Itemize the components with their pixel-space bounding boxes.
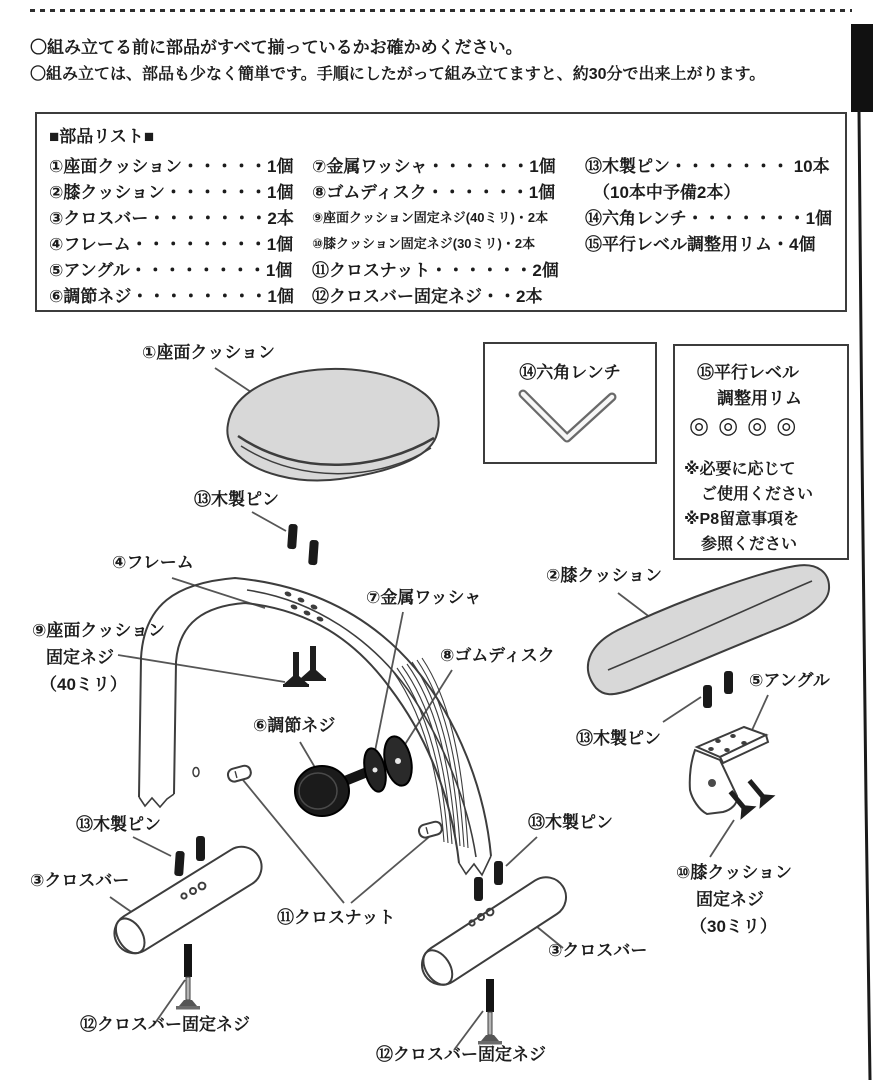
label-angle: ⑤アングル <box>749 671 830 690</box>
angle-bracket-drawing <box>690 727 768 814</box>
level-rims-title-1: ⑮平行レベル <box>697 363 799 382</box>
label-seat-screw-1: ⑨座面クッション <box>32 621 166 640</box>
intro-line-2: 〇組み立ては、部品も少なく簡単です。手順にしたがって組み立てますと、約30分で出来上がります。 <box>30 66 766 83</box>
label-seat-screw-2: 固定ネジ <box>46 648 114 667</box>
level-rims-title-2: 調整用リム <box>717 389 802 408</box>
label-crossbar-screw-right: ⑫クロスバー固定ネジ <box>376 1045 546 1064</box>
wood-pins-angle <box>703 671 733 708</box>
label-crossbar-left: ③クロスバー <box>30 871 130 890</box>
level-rims-note-2: ご使用ください <box>701 486 814 503</box>
parts-item-6: ⑥調節ネジ・・・・・・・・1個 <box>49 287 294 306</box>
label-knee-screw-3: （30ミリ） <box>690 917 777 936</box>
label-wood-pin-left: ⑬木製ピン <box>76 815 161 834</box>
parts-item-2: ②膝クッション・・・・・・1個 <box>49 183 294 202</box>
parts-item-12: ⑫クロスバー固定ネジ・・2本 <box>312 287 543 306</box>
level-rims-icons: ◎◎◎◎ <box>689 412 806 438</box>
parts-item-11: ⑪クロスナット・・・・・・2個 <box>312 261 559 280</box>
parts-item-14: ⑭六角レンチ・・・・・・・1個 <box>585 209 833 228</box>
parts-item-13-note: （10本中予備2本） <box>593 183 741 202</box>
seat-cushion-drawing <box>227 369 438 481</box>
hex-wrench-box-title: ⑭六角レンチ <box>519 363 621 382</box>
label-frame: ④フレーム <box>112 553 194 572</box>
parts-item-4: ④フレーム・・・・・・・・1個 <box>49 235 294 254</box>
parts-item-9: ⑨座面クッション固定ネジ(40ミリ)・2本 <box>312 210 549 225</box>
hex-wrench-box <box>483 342 657 464</box>
label-seat-screw-3: （40ミリ） <box>40 675 127 694</box>
parts-list-title: ■部品リスト■ <box>49 127 155 146</box>
label-wood-pin-right: ⑬木製ピン <box>528 813 613 832</box>
label-crossbar-screw-left: ⑫クロスバー固定ネジ <box>80 1015 250 1034</box>
parts-item-3: ③クロスバー・・・・・・・2本 <box>49 209 294 228</box>
label-wood-pin-angle: ⑬木製ピン <box>576 729 661 748</box>
parts-item-7: ⑦金属ワッシャ・・・・・・1個 <box>312 157 556 176</box>
level-rims-box <box>673 344 849 560</box>
crossbar-fixing-screw-left <box>176 944 200 1010</box>
label-wood-pin-seat: ⑬木製ピン <box>194 490 279 509</box>
label-cross-nut: ⑪クロスナット <box>277 908 396 927</box>
label-metal-washer: ⑦金属ワッシャ <box>366 588 482 607</box>
adjust-screw-assembly <box>295 734 416 816</box>
wood-pins-right <box>474 861 503 901</box>
parts-item-13: ⑬木製ピン・・・・・・・ 10本 <box>585 157 830 176</box>
page-edge-artifact <box>851 24 873 1080</box>
crossbar-left-drawing <box>107 839 269 960</box>
crossbar-right-drawing <box>414 870 573 993</box>
wood-pins-seat <box>287 524 319 566</box>
parts-item-8: ⑧ゴムディスク・・・・・・1個 <box>312 183 556 202</box>
label-rubber-disc: ⑧ゴムディスク <box>440 646 555 665</box>
intro-line-1: 〇組み立てる前に部品がすべて揃っているかお確かめください。 <box>30 38 523 57</box>
label-knee-screw-2: 固定ネジ <box>696 890 764 909</box>
parts-item-5: ⑤アングル・・・・・・・・1個 <box>49 261 293 280</box>
parts-item-15: ⑮平行レベル調整用リム・4個 <box>585 235 816 254</box>
level-rims-note-4: 参照ください <box>701 536 798 553</box>
parts-item-1: ①座面クッション・・・・・1個 <box>49 157 294 176</box>
label-knee-cushion: ②膝クッション <box>546 566 663 585</box>
seat-fixing-screws <box>283 646 326 687</box>
label-knee-screw-1: ⑩膝クッション <box>676 863 793 882</box>
level-rims-note-1: ※必要に応じて <box>684 461 796 478</box>
label-adjust-screw: ⑥調節ネジ <box>253 716 336 735</box>
label-crossbar-right: ③クロスバー <box>548 941 648 960</box>
level-rims-note-3: ※P8留意事項を <box>684 511 800 528</box>
parts-item-10: ⑩膝クッション固定ネジ(30ミリ)・2本 <box>312 236 536 251</box>
label-seat-cushion: ①座面クッション <box>142 343 276 362</box>
